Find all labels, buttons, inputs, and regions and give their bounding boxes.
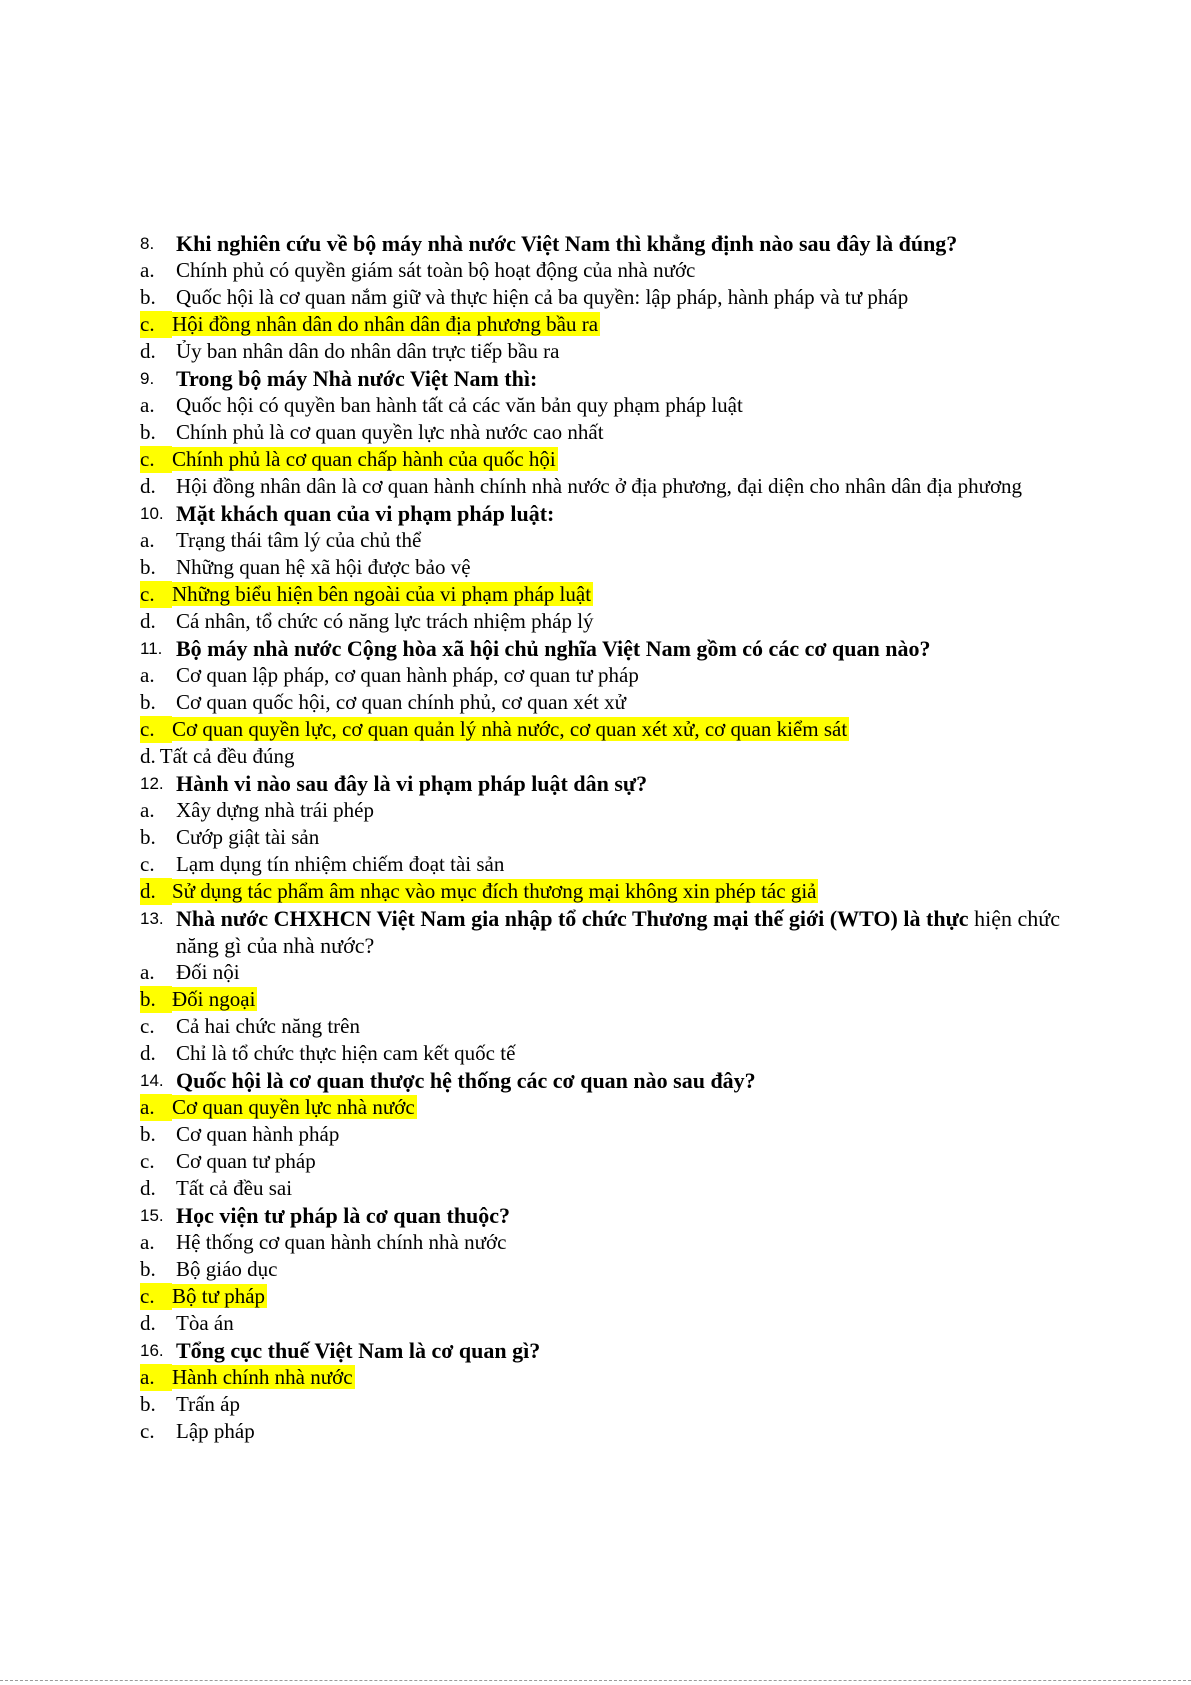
option-text: Những biểu hiện bên ngoài của vi phạm pháp luật bbox=[172, 582, 592, 606]
answer-option-highlighted bbox=[140, 716, 1060, 743]
answer-option-highlighted bbox=[140, 1094, 1060, 1121]
option-letter: c. bbox=[140, 852, 155, 876]
answer-highlight bbox=[140, 987, 257, 1011]
answer-option bbox=[140, 959, 1060, 986]
option-letter: d. bbox=[140, 744, 156, 768]
answer-highlight bbox=[140, 312, 600, 336]
option-letter: d. bbox=[140, 339, 156, 363]
option-letter: b. bbox=[140, 986, 172, 1013]
option-text: Cơ quan hành pháp bbox=[176, 1122, 340, 1146]
option-letter: b. bbox=[140, 690, 156, 714]
option-letter: b. bbox=[140, 285, 156, 309]
answer-option-highlighted bbox=[140, 581, 1060, 608]
question-number: 12. bbox=[140, 774, 164, 793]
answer-highlight bbox=[140, 879, 818, 903]
question-text bbox=[140, 905, 1060, 959]
answer-option bbox=[140, 338, 1060, 365]
answer-highlight bbox=[140, 1284, 267, 1308]
question-text bbox=[140, 1337, 1060, 1364]
answer-option bbox=[140, 824, 1060, 851]
question-label: Hành vi nào sau đây là vi phạm pháp luật dân sự? bbox=[176, 771, 648, 796]
option-letter: d. bbox=[140, 1176, 156, 1200]
option-letter: c. bbox=[140, 581, 172, 608]
answer-option-highlighted bbox=[140, 986, 1060, 1013]
option-letter: a. bbox=[140, 1364, 172, 1391]
option-letter: c. bbox=[140, 1149, 155, 1173]
answer-option bbox=[140, 1418, 1060, 1445]
answer-highlight bbox=[140, 1095, 417, 1119]
question-text bbox=[140, 230, 1060, 257]
answer-option bbox=[140, 1121, 1060, 1148]
option-text: Hội đồng nhân dân do nhân dân địa phương bầu ra bbox=[172, 312, 599, 336]
option-letter: c. bbox=[140, 311, 172, 338]
answer-option bbox=[140, 392, 1060, 419]
option-text: Chính phủ là cơ quan chấp hành của quốc hội bbox=[172, 447, 556, 471]
question-block bbox=[140, 770, 1060, 905]
question-label: Khi nghiên cứu về bộ máy nhà nước Việt Nam thì khẳng định nào sau đây là đúng? bbox=[176, 231, 958, 256]
option-text: Xây dựng nhà trái phép bbox=[176, 798, 374, 822]
option-text: Tất cả đều sai bbox=[176, 1176, 293, 1200]
option-letter: b. bbox=[140, 1122, 156, 1146]
page-bottom-divider bbox=[0, 1680, 1191, 1681]
option-text: Lạm dụng tín nhiệm chiếm đoạt tài sản bbox=[176, 852, 505, 876]
question-block bbox=[140, 1067, 1060, 1202]
question-number: 14. bbox=[140, 1071, 164, 1090]
question-text bbox=[140, 1067, 1060, 1094]
option-text: Bộ tư pháp bbox=[172, 1284, 266, 1308]
question-number: 11. bbox=[140, 639, 163, 658]
option-letter: a. bbox=[140, 1230, 155, 1254]
question-block bbox=[140, 905, 1060, 1067]
answer-option bbox=[140, 662, 1060, 689]
option-text: Chính phủ là cơ quan quyền lực nhà nước cao nhất bbox=[176, 420, 604, 444]
option-text: Tòa án bbox=[176, 1311, 234, 1335]
answer-option bbox=[140, 1310, 1060, 1337]
answer-option-highlighted bbox=[140, 1283, 1060, 1310]
question-block bbox=[140, 1337, 1060, 1445]
answer-option bbox=[140, 1256, 1060, 1283]
option-text: Cơ quan tư pháp bbox=[176, 1149, 316, 1173]
option-text: Cơ quan quyền lực nhà nước bbox=[172, 1095, 415, 1119]
question-label: Bộ máy nhà nước Cộng hòa xã hội chủ nghĩa Việt Nam gồm có các cơ quan nào? bbox=[176, 636, 931, 661]
answer-option-highlighted bbox=[140, 1364, 1060, 1391]
option-text: Hệ thống cơ quan hành chính nhà nước bbox=[176, 1230, 507, 1254]
option-text: Lập pháp bbox=[176, 1419, 255, 1443]
answer-option-highlighted bbox=[140, 446, 1060, 473]
question-block bbox=[140, 230, 1060, 365]
answer-highlight bbox=[140, 582, 593, 606]
option-text: Cá nhân, tổ chức có năng lực trách nhiệm pháp lý bbox=[176, 609, 594, 633]
question-text bbox=[140, 365, 1060, 392]
question-number: 15. bbox=[140, 1206, 164, 1225]
answer-option bbox=[140, 1391, 1060, 1418]
option-letter: b. bbox=[140, 825, 156, 849]
question-number: 16. bbox=[140, 1341, 164, 1360]
option-text: Cơ quan quyền lực, cơ quan quản lý nhà nước, cơ quan xét xử, cơ quan kiểm sát bbox=[172, 717, 848, 741]
question-text bbox=[140, 770, 1060, 797]
question-label: Quốc hội là cơ quan thược hệ thống các cơ quan nào sau đây? bbox=[176, 1068, 756, 1093]
option-text: Cướp giật tài sản bbox=[176, 825, 320, 849]
answer-option bbox=[140, 554, 1060, 581]
option-text: Cơ quan lập pháp, cơ quan hành pháp, cơ quan tư pháp bbox=[176, 663, 639, 687]
option-letter: c. bbox=[140, 716, 172, 743]
answer-highlight bbox=[140, 1365, 355, 1389]
question-text-plain: hiện chức năng gì của nhà nước? bbox=[176, 906, 1060, 958]
answer-option bbox=[140, 284, 1060, 311]
option-letter: a. bbox=[140, 258, 155, 282]
answer-option-highlighted bbox=[140, 311, 1060, 338]
option-text: Ủy ban nhân dân do nhân dân trực tiếp bầu ra bbox=[176, 339, 560, 363]
question-block bbox=[140, 1202, 1060, 1337]
question-text bbox=[140, 635, 1060, 662]
question-label: Mặt khách quan của vi phạm pháp luật: bbox=[176, 501, 555, 526]
option-text: Hành chính nhà nước bbox=[172, 1365, 353, 1389]
option-text: Đối nội bbox=[176, 960, 240, 984]
question-label: Trong bộ máy Nhà nước Việt Nam thì: bbox=[176, 366, 538, 391]
option-letter: a. bbox=[140, 528, 155, 552]
answer-option-highlighted bbox=[140, 878, 1060, 905]
answer-option bbox=[140, 527, 1060, 554]
question-list bbox=[140, 230, 1060, 1445]
question-block bbox=[140, 365, 1060, 500]
answer-option bbox=[140, 419, 1060, 446]
option-letter: a. bbox=[140, 393, 155, 417]
option-text: Trấn áp bbox=[176, 1392, 240, 1416]
answer-option bbox=[140, 797, 1060, 824]
answer-option bbox=[140, 743, 1060, 770]
option-letter: a. bbox=[140, 1094, 172, 1121]
option-text: Quốc hội có quyền ban hành tất cả các văn bản quy phạm pháp luật bbox=[176, 393, 743, 417]
answer-option bbox=[140, 473, 1060, 500]
option-text: Đối ngoại bbox=[172, 987, 256, 1011]
answer-option bbox=[140, 1175, 1060, 1202]
option-text: Chỉ là tổ chức thực hiện cam kết quốc tế bbox=[176, 1041, 516, 1065]
answer-option bbox=[140, 608, 1060, 635]
answer-highlight bbox=[140, 717, 849, 741]
answer-option bbox=[140, 1229, 1060, 1256]
option-text: Bộ giáo dục bbox=[176, 1257, 278, 1281]
option-letter: c. bbox=[140, 1014, 155, 1038]
option-letter: a. bbox=[140, 960, 155, 984]
question-number: 9. bbox=[140, 369, 155, 388]
option-letter: d. bbox=[140, 1041, 156, 1065]
option-text: Trạng thái tâm lý của chủ thể bbox=[176, 528, 422, 552]
option-text: Hội đồng nhân dân là cơ quan hành chính nhà nước ở địa phương, đại diện cho nhân dân địa phương bbox=[176, 474, 1023, 498]
answer-option bbox=[140, 1013, 1060, 1040]
question-number: 10. bbox=[140, 504, 164, 523]
option-text: Quốc hội là cơ quan nắm giữ và thực hiện cả ba quyền: lập pháp, hành pháp và tư pháp bbox=[176, 285, 909, 309]
answer-option bbox=[140, 851, 1060, 878]
option-letter: c. bbox=[140, 446, 172, 473]
question-text bbox=[140, 1202, 1060, 1229]
answer-option bbox=[140, 689, 1060, 716]
option-letter: b. bbox=[140, 555, 156, 579]
option-letter: a. bbox=[140, 798, 155, 822]
option-letter: c. bbox=[140, 1419, 155, 1443]
option-letter: b. bbox=[140, 420, 156, 444]
option-letter: d. bbox=[140, 878, 172, 905]
question-block bbox=[140, 500, 1060, 635]
option-text: Cơ quan quốc hội, cơ quan chính phủ, cơ quan xét xử bbox=[176, 690, 627, 714]
option-text: Chính phủ có quyền giám sát toàn bộ hoạt động của nhà nước bbox=[176, 258, 696, 282]
option-text: Sử dụng tác phẩm âm nhạc vào mục đích thương mại không xin phép tác giả bbox=[172, 879, 817, 903]
option-letter: d. bbox=[140, 609, 156, 633]
option-text: Tất cả đều đúng bbox=[159, 744, 295, 768]
option-letter: d. bbox=[140, 1311, 156, 1335]
question-label: Tổng cục thuế Việt Nam là cơ quan gì? bbox=[176, 1338, 541, 1363]
option-letter: c. bbox=[140, 1283, 172, 1310]
question-text bbox=[140, 500, 1060, 527]
option-letter: d. bbox=[140, 474, 156, 498]
option-text: Cả hai chức năng trên bbox=[176, 1014, 360, 1038]
answer-highlight bbox=[140, 447, 558, 471]
question-block bbox=[140, 635, 1060, 770]
question-text-bold: Nhà nước CHXHCN Việt Nam gia nhập tổ chức Thương mại thế giới (WTO) là thực bbox=[176, 906, 969, 931]
option-letter: b. bbox=[140, 1392, 156, 1416]
option-text: Những quan hệ xã hội được bảo vệ bbox=[176, 555, 471, 579]
answer-option bbox=[140, 1040, 1060, 1067]
question-number: 13. bbox=[140, 909, 164, 928]
answer-option bbox=[140, 1148, 1060, 1175]
option-letter: b. bbox=[140, 1257, 156, 1281]
option-letter: a. bbox=[140, 663, 155, 687]
answer-option bbox=[140, 257, 1060, 284]
question-number: 8. bbox=[140, 234, 155, 253]
question-label: Học viện tư pháp là cơ quan thuộc? bbox=[176, 1203, 511, 1228]
